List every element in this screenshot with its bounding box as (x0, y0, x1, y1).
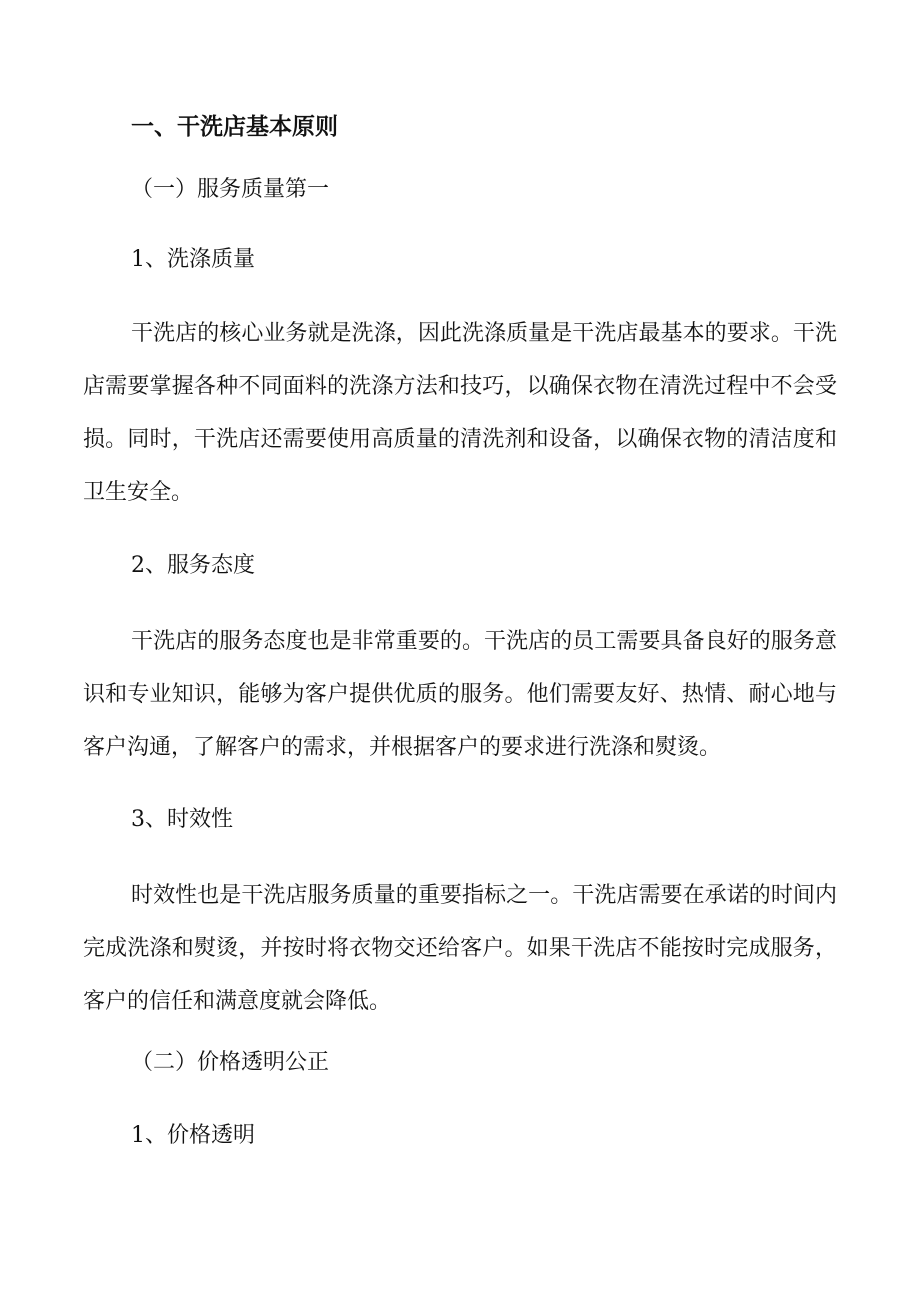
main-heading: 一、干洗店基本原则 (131, 114, 338, 140)
subheading-price-transparent: 1、价格透明 (131, 1123, 255, 1148)
subheading-timeliness: 3、时效性 (131, 807, 233, 832)
paragraph-timeliness: 时效性也是干洗店服务质量的重要指标之一。干洗店需要在承诺的时间内完成洗涤和熨烫，并按时将衣物交还给客户。如果干洗店不能按时完成服务，客户的信任和满意度就会降低。 (83, 883, 837, 1014)
subheading-washing-quality: 1、洗涤质量 (131, 247, 255, 272)
section-heading-service-quality: （一）服务质量第一 (131, 177, 330, 202)
section-heading-price-transparency: （二）价格透明公正 (131, 1050, 330, 1075)
paragraph-washing-quality: 干洗店的核心业务就是洗涤，因此洗涤质量是干洗店最基本的要求。干洗店需要掌握各种不同面料的洗涤方法和技巧，以确保衣物在清洗过程中不会受损。同时，干洗店还需要使用高质量的清洗剂和设备，以确保衣物的清洁度和卫生安全。 (83, 321, 837, 505)
paragraph-service-attitude: 干洗店的服务态度也是非常重要的。干洗店的员工需要具备良好的服务意识和专业知识，能够为客户提供优质的服务。他们需要友好、热情、耐心地与客户沟通，了解客户的需求，并根据客户的要求进行洗涤和熨烫。 (83, 629, 837, 760)
subheading-service-attitude: 2、服务态度 (131, 553, 255, 578)
